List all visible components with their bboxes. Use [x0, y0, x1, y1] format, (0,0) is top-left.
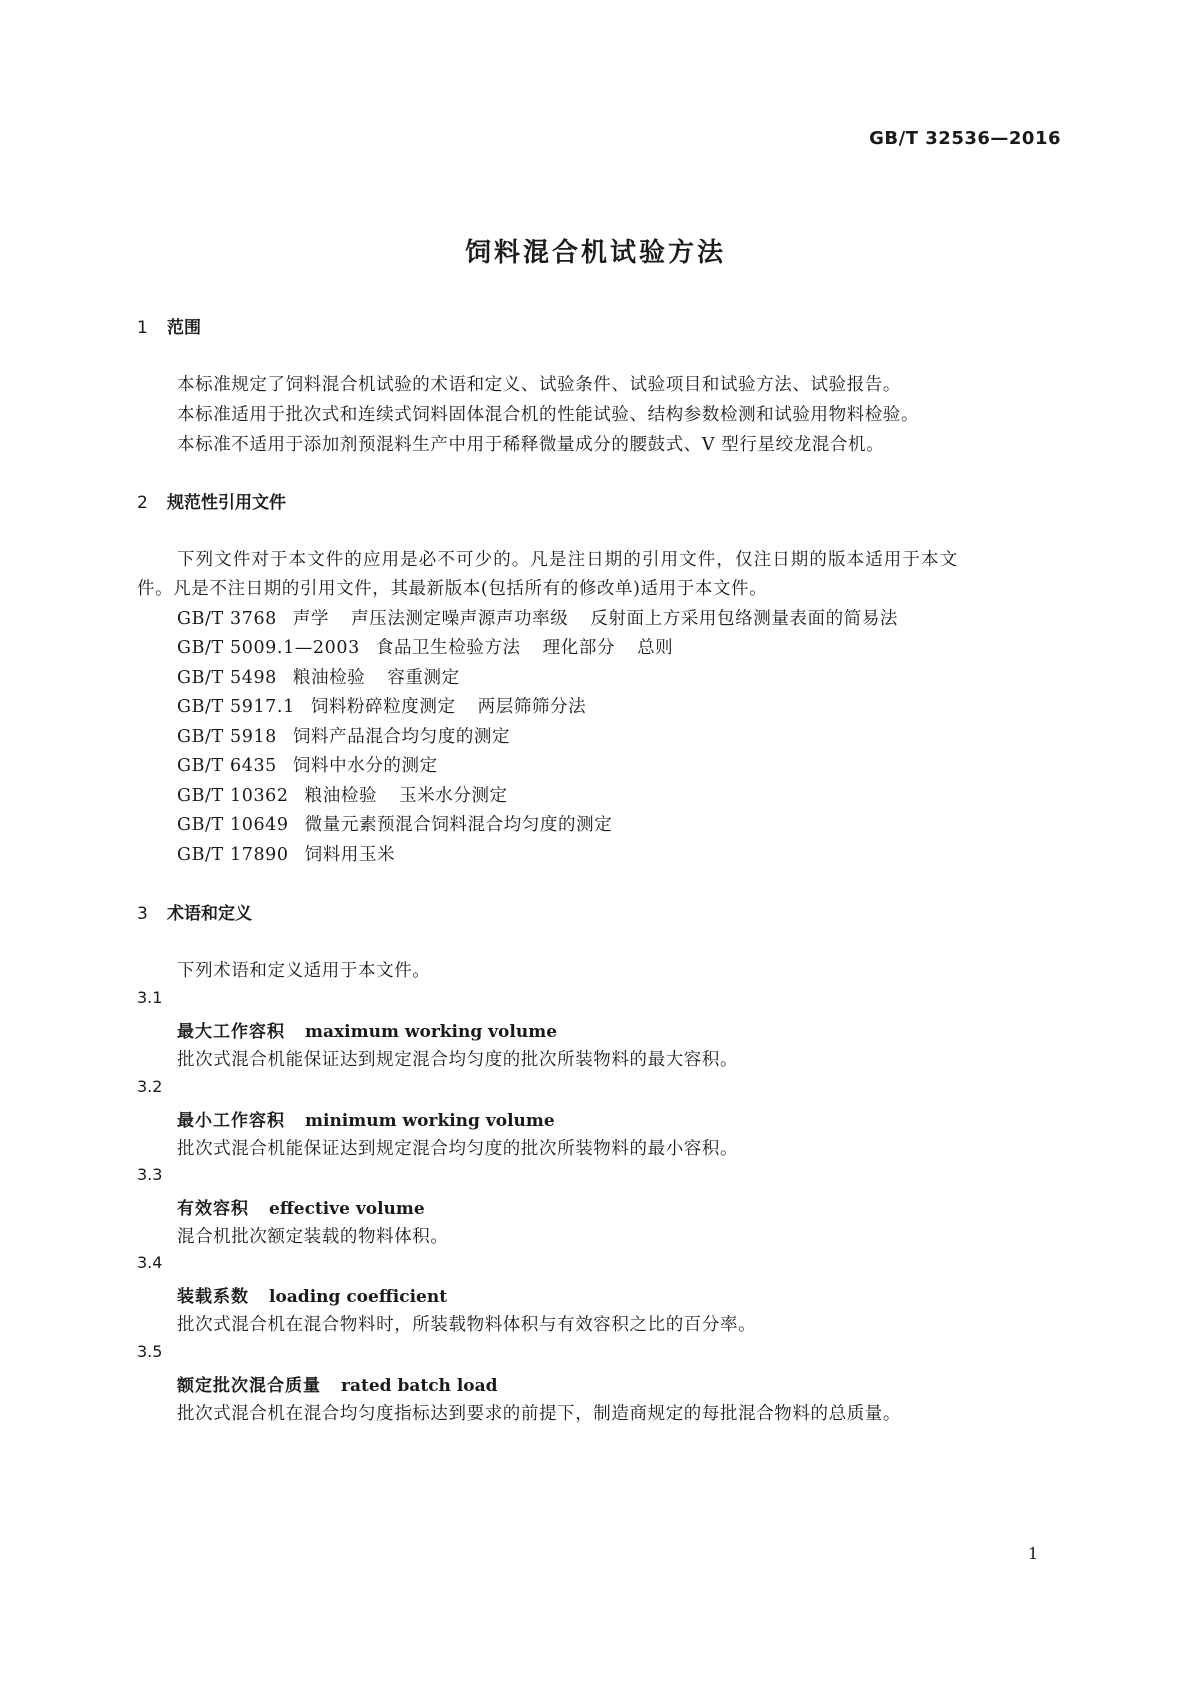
term-en: maximum working volume [305, 1022, 558, 1042]
term-en: loading coefficient [269, 1287, 448, 1307]
reference-code: GB/T 17890 [177, 845, 289, 865]
paragraph-line: 下列文件对于本文件的应用是必不可少的。凡是注日期的引用文件，仅注日期的版本适用于本文 [177, 550, 959, 570]
section-2-heading [137, 488, 286, 513]
reference-item [177, 841, 395, 866]
term-title [177, 1194, 425, 1219]
term-number: 3.3 [137, 1165, 163, 1184]
reference-title: 饲料粉碎粒度测定 两层筛筛分法 [310, 697, 587, 717]
reference-code: GB/T 10362 [177, 786, 289, 806]
section-number: 1 [137, 318, 148, 338]
term-title [177, 1282, 447, 1307]
section-number: 3 [137, 904, 148, 924]
section-title: 术语和定义 [167, 904, 252, 924]
term-number: 3.2 [137, 1077, 163, 1096]
term-number: 3.5 [137, 1342, 163, 1361]
reference-title: 微量元素预混合饲料混合均匀度的测定 [304, 815, 613, 835]
page-number: 1 [1028, 1544, 1039, 1563]
reference-item [177, 605, 898, 630]
paragraph: 下列术语和定义适用于本文件。 [177, 961, 431, 981]
section-number: 2 [137, 493, 148, 513]
term-cn: 有效容积 [177, 1199, 249, 1219]
term-cn: 额定批次混合质量 [177, 1376, 321, 1396]
term-title [177, 1017, 557, 1042]
section-title: 规范性引用文件 [167, 493, 286, 513]
paragraph: 本标准规定了饲料混合机试验的术语和定义、试验条件、试验项目和试验方法、试验报告。 [177, 375, 901, 395]
reference-title: 饲料产品混合均匀度的测定 [292, 727, 511, 747]
paragraph-line: 件。凡是不注日期的引用文件，其最新版本(包括所有的修改单)适用于本文件。 [137, 579, 768, 599]
term-title [177, 1371, 498, 1396]
term-en: rated batch load [341, 1376, 498, 1396]
reference-item [177, 664, 460, 689]
reference-code: GB/T 5009.1—2003 [177, 638, 360, 658]
reference-item [177, 811, 612, 836]
term-definition: 批次式混合机能保证达到规定混合均匀度的批次所装物料的最大容积。 [177, 1050, 739, 1070]
reference-title: 饲料中水分的测定 [292, 756, 438, 776]
reference-title: 粮油检验 玉米水分测定 [304, 786, 508, 806]
section-title: 范围 [167, 318, 201, 338]
reference-title: 饲料用玉米 [304, 845, 396, 865]
standard-code: GB/T 32536—2016 [869, 128, 1061, 149]
reference-title: 食品卫生检验方法 理化部分 总则 [375, 638, 674, 658]
paragraph: 本标准不适用于添加剂预混料生产中用于稀释微量成分的腰鼓式、V 型行星绞龙混合机。 [177, 435, 885, 455]
reference-item [177, 782, 508, 807]
paragraph: 本标准适用于批次式和连续式饲料固体混合机的性能试验、结构参数检测和试验用物料检验。 [177, 405, 920, 425]
term-cn: 最小工作容积 [177, 1111, 285, 1131]
term-en: minimum working volume [305, 1111, 555, 1131]
reference-item [177, 693, 586, 718]
term-number: 3.4 [137, 1253, 163, 1272]
term-definition: 批次式混合机在混合物料时，所装载物料体积与有效容积之比的百分率。 [177, 1315, 757, 1335]
reference-item [177, 634, 673, 659]
reference-title: 声学 声压法测定噪声源声功率级 反射面上方采用包络测量表面的简易法 [292, 609, 899, 629]
term-cn: 最大工作容积 [177, 1022, 285, 1042]
reference-code: GB/T 10649 [177, 815, 289, 835]
reference-item [177, 723, 510, 748]
reference-code: GB/T 6435 [177, 756, 277, 776]
section-3-heading [137, 899, 252, 924]
section-1-heading [137, 313, 201, 338]
reference-code: GB/T 5918 [177, 727, 277, 747]
reference-code: GB/T 5498 [177, 668, 277, 688]
reference-code: GB/T 5917.1 [177, 697, 295, 717]
reference-item [177, 752, 438, 777]
term-cn: 装载系数 [177, 1287, 249, 1307]
term-definition: 批次式混合机在混合均匀度指标达到要求的前提下，制造商规定的每批混合物料的总质量。 [177, 1404, 901, 1424]
reference-title: 粮油检验 容重测定 [292, 668, 460, 688]
term-number: 3.1 [137, 988, 163, 1007]
document-title: 饲料混合机试验方法 [464, 238, 726, 268]
term-en: effective volume [269, 1199, 425, 1219]
term-title [177, 1106, 555, 1131]
reference-code: GB/T 3768 [177, 609, 277, 629]
term-definition: 混合机批次额定装载的物料体积。 [177, 1227, 449, 1247]
term-definition: 批次式混合机能保证达到规定混合均匀度的批次所装物料的最小容积。 [177, 1139, 739, 1159]
